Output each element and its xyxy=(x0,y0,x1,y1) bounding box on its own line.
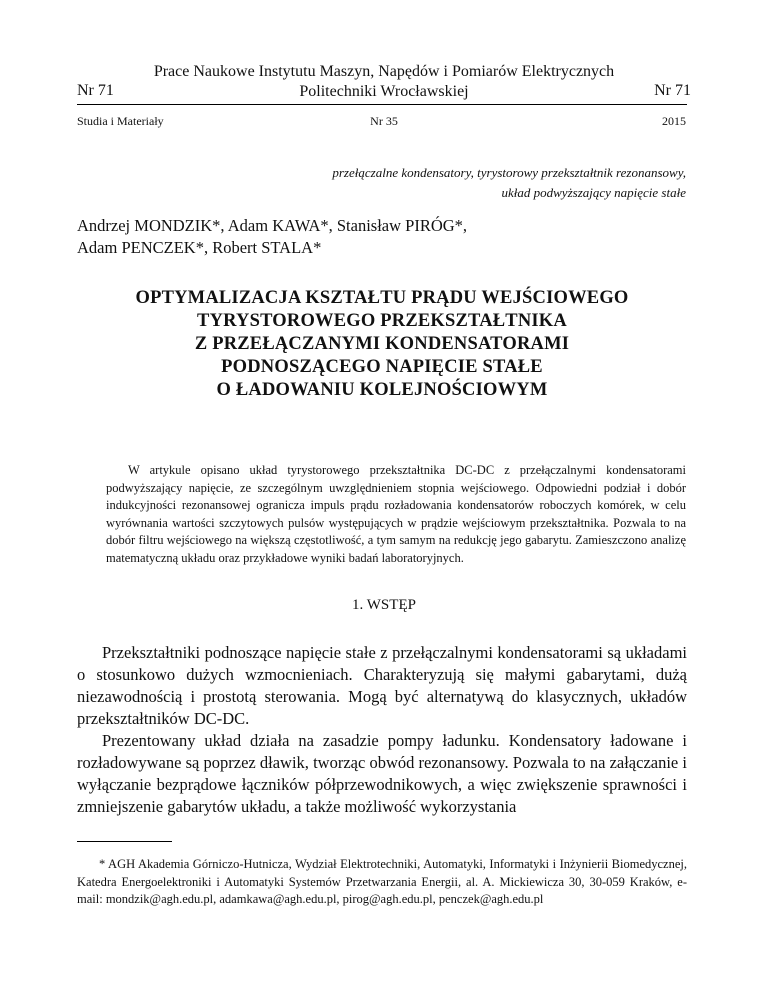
abstract: W artykule opisano układ tyrystorowego przekształtnika DC-DC z przełączalnymi kondensatorami podwyższający napięcie, ze szczególnym uwzględnieniem stopnia wejściowego. Odpowiedni podział i dobór indukcyjności rezonansowej ogranicza impuls prądu rozładowania kondensatorów roboczych komórek, w celu wyrównania wartości szczytowych pulsów występujących w prądzie wejściowym przekształtnika. Pozwala to na dobór filtru wejściowego na większą częstotliwość, a tym samym na redukcję jego gabarytu. Zamieszczono analizę matematyczną układu oraz przykładowe wyniki badań laboratoryjnych. xyxy=(106,463,686,565)
journal-header xyxy=(0,62,768,102)
title-line: Z PRZEŁĄCZANYMI KONDENSATORAMI xyxy=(194,334,570,354)
journal-name-line2: Politechniki Wrocławskiej xyxy=(299,83,469,100)
keywords xyxy=(166,163,686,203)
keywords-line: przełączalne kondensatory, tyrystorowy przekształtnik rezonansowy, xyxy=(332,165,686,180)
title-line: O ŁADOWANIU KOLEJNOŚCIOWYM xyxy=(216,380,548,400)
header-rule xyxy=(77,104,687,105)
issue-number-right: Nr 71 xyxy=(654,82,691,99)
series-label: Studia i Materiały xyxy=(77,114,164,128)
paragraph: Prezentowany układ działa na zasadzie pompy ładunku. Kondensatory ładowane i rozładowywane są poprzez dławik, tworząc obwód rezonansowy. Pozwala to na załączanie i wyłączanie bezprądowe łączników półprzewodnikowych, a więc zwiększenie sprawności i zmniejszenie gabarytów układu, a także możliwość wykorzystania xyxy=(77,731,687,816)
authors xyxy=(77,215,467,259)
journal-name-line1: Prace Naukowe Instytutu Maszyn, Napędów i Pomiarów Elektrycznych xyxy=(153,63,615,80)
paper-title xyxy=(77,287,687,402)
body-text xyxy=(77,642,687,818)
section-heading: 1. WSTĘP xyxy=(352,597,416,613)
series-issue: Nr 35 xyxy=(370,114,398,128)
title-line: OPTYMALIZACJA KSZTAŁTU PRĄDU WEJŚCIOWEGO xyxy=(135,288,629,308)
title-line: PODNOSZĄCEGO NAPIĘCIE STAŁE xyxy=(221,357,543,377)
keywords-line: układ podwyższający napięcie stałe xyxy=(501,185,686,200)
title-line: TYRYSTOROWEGO PRZEKSZTAŁTNIKA xyxy=(197,311,567,331)
issue-number-left: Nr 71 xyxy=(77,82,114,99)
paragraph: Przekształtniki podnoszące napięcie stałe z przełączalnymi kondensatorami są układami o stosunkowo dużych wzmocnieniach. Charakteryzują się małymi gabarytami, dużą niezawodnością i prostotą sterowania. Mogą być alternatywą do klasycznych, układów przekształtników DC-DC. xyxy=(77,643,687,728)
publication-year: 2015 xyxy=(662,114,686,128)
footnote-rule xyxy=(77,841,172,842)
footnote: * AGH Akademia Górniczo-Hutnicza, Wydział Elektrotechniki, Automatyki, Informatyki i Inżynierii Biomedycznej, Katedra Energoelektroniki i Automatyki Systemów Przetwarzania Energii, al. A. Mickiewicza 30, 30-059 Kraków, e-mail: mondzik@agh.edu.pl, adamkawa@agh.edu.pl, pirog@agh.edu.pl, penczek@agh.edu.pl xyxy=(77,857,687,906)
authors-line: Andrzej MONDZIK*, Adam KAWA*, Stanisław PIRÓG*, xyxy=(77,216,468,235)
authors-line: Adam PENCZEK*, Robert STALA* xyxy=(77,238,322,257)
